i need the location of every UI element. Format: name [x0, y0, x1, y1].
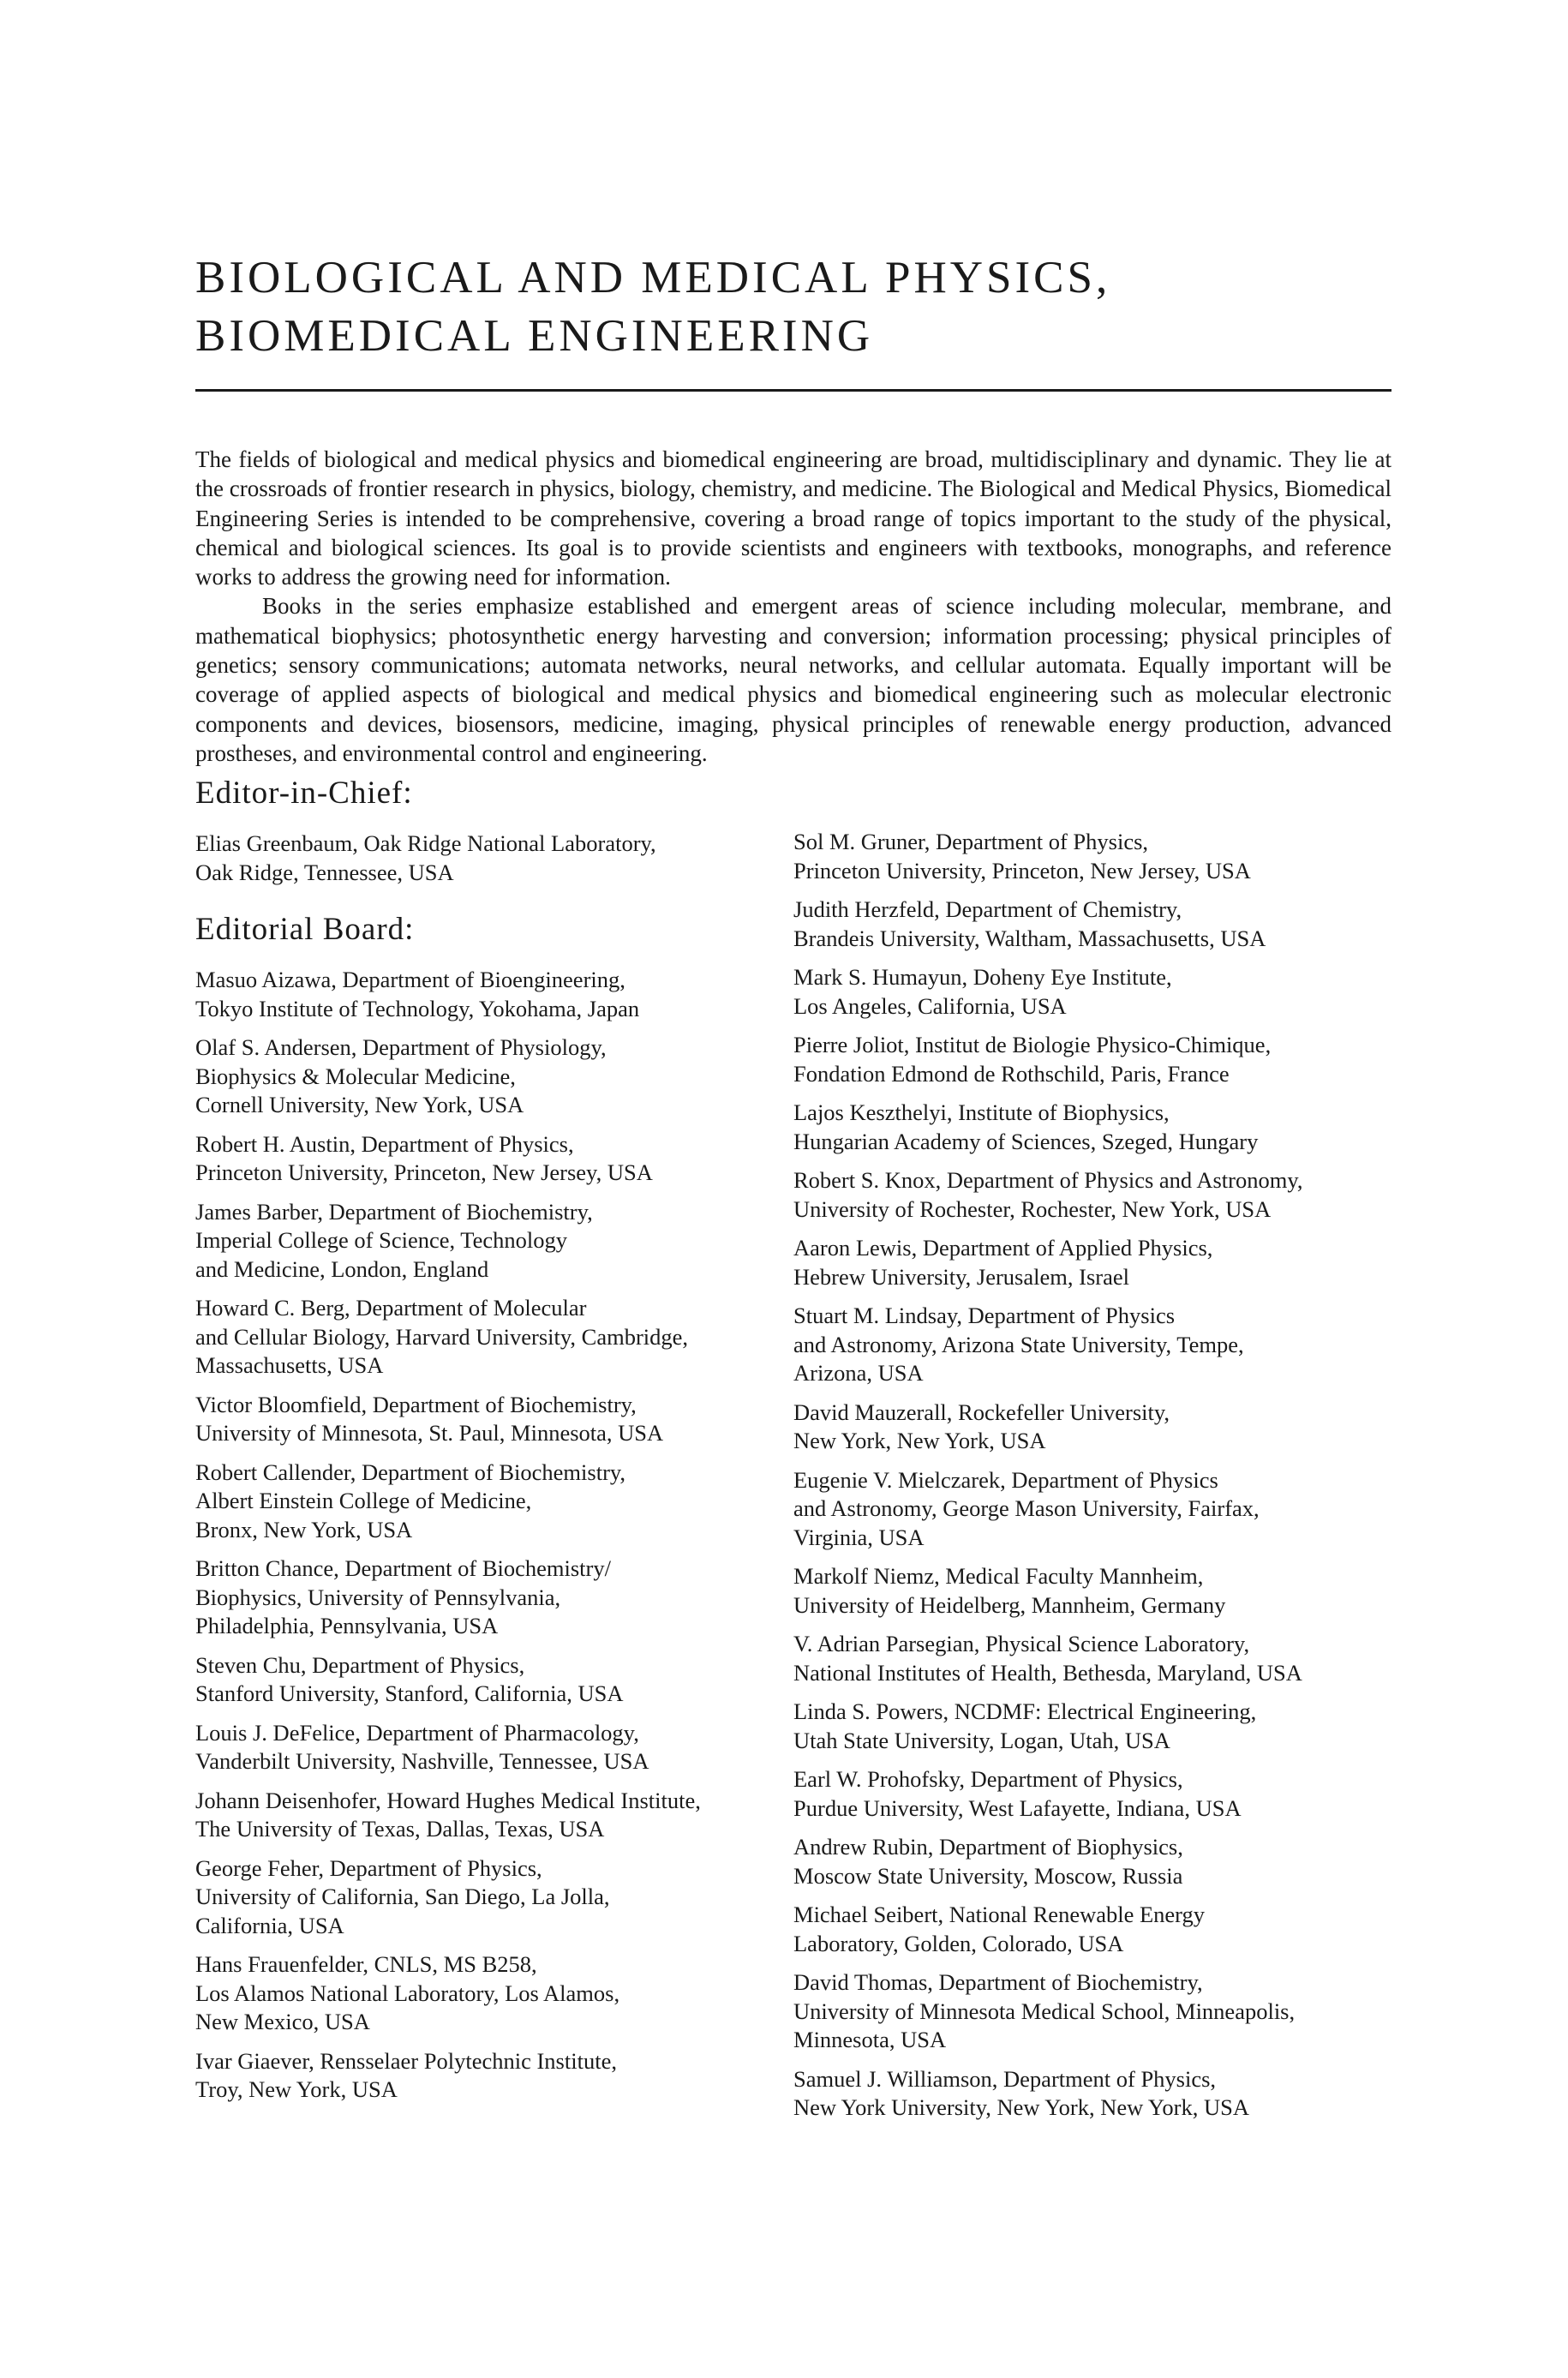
series-page	[195, 249, 1391, 2133]
series-description	[195, 445, 1391, 768]
board-member: Louis J. DeFelice, Department of Pharmacology, Vanderbilt University, Nashville, Tennessee, USA	[195, 1719, 649, 1775]
board-member: Olaf S. Andersen, Department of Physiology, Biophysics & Molecular Medicine, Cornell University, New York, USA	[195, 1034, 607, 1118]
board-member: Robert S. Knox, Department of Physics and Astronomy, University of Rochester, Rochester, New York, USA	[793, 1167, 1303, 1222]
board-member: Steven Chu, Department of Physics, Stanford University, Stanford, California, USA	[195, 1651, 624, 1707]
title-rule	[195, 389, 1391, 392]
board-member: Britton Chance, Department of Biochemistry/ Biophysics, University of Pennsylvania, Philadelphia, Pennsylvania, USA	[195, 1555, 611, 1639]
board-member: Pierre Joliot, Institut de Biologie Physico-Chimique, Fondation Edmond de Rothschild, Paris, France	[793, 1032, 1272, 1087]
board-member: Andrew Rubin, Department of Biophysics, Moscow State University, Moscow, Russia	[793, 1834, 1183, 1889]
board-member: Lajos Keszthelyi, Institute of Biophysics, Hungarian Academy of Sciences, Szeged, Hungary	[793, 1099, 1259, 1154]
board-member: Masuo Aizawa, Department of Bioengineering, Tokyo Institute of Technology, Yokohama, Japan	[195, 967, 640, 1021]
intro-paragraph-2: Books in the series emphasize established and emergent areas of science including molecular, membrane, and mathematical biophysics; photosynthetic energy harvesting and conversion; information processing; physical principles of genetics; sensory communications; automata networks, neural networks, and cellular automata. Equally important will be coverage of applied aspects of biological and medical physics and biomedical engineering such as molecular electronic components and devices, biosensors, medicine, imaging, physical principles of renewable energy production, advanced prostheses, and environmental control and engineering.	[195, 593, 1391, 766]
series-title-line-2: BIOMEDICAL ENGINEERING	[195, 311, 874, 361]
board-member: Judith Herzfeld, Department of Chemistry, Brandeis University, Waltham, Massachusetts, USA	[793, 896, 1266, 951]
board-member: Mark S. Humayun, Doheny Eye Institute, Los Angeles, California, USA	[793, 964, 1172, 1019]
board-member: Sol M. Gruner, Department of Physics, Princeton University, Princeton, New Jersey, USA	[793, 829, 1251, 884]
board-member: David Mauzerall, Rockefeller University, New York, New York, USA	[793, 1399, 1170, 1454]
board-member: Samuel J. Williamson, Department of Physics, New York University, New York, New York, USA	[793, 2065, 1250, 2121]
board-member: James Barber, Department of Biochemistry, Imperial College of Science, Technology and Medicine, London, England	[195, 1198, 593, 1282]
board-member: Linda S. Powers, NCDMF: Electrical Engineering, Utah State University, Logan, Utah, USA	[793, 1698, 1257, 1753]
board-member: Johann Deisenhofer, Howard Hughes Medical Institute, The University of Texas, Dallas, Texas, USA	[195, 1787, 701, 1842]
intro-paragraph-1: The fields of biological and medical physics and biomedical engineering are broad, multidisciplinary and dynamic. They lie at the crossroads of frontier research in physics, biology, chemistry, and medicine. The Biological and Medical Physics, Biomedical Engineering Series is intended to be comprehensive, covering a broad range of topics important to the study of the physical, chemical and biological sciences. Its goal is to provide scientists and engineers with textbooks, monographs, and reference works to address the growing need for information.	[195, 446, 1391, 590]
board-member: Ivar Giaever, Rensselaer Polytechnic Institute, Troy, New York, USA	[195, 2047, 617, 2103]
board-member: Robert H. Austin, Department of Physics, Princeton University, Princeton, New Jersey, USA	[195, 1130, 653, 1186]
board-member: Victor Bloomfield, Department of Biochemistry, University of Minnesota, St. Paul, Minnesota, USA	[195, 1391, 664, 1447]
board-member: Eugenie V. Mielczarek, Department of Physics and Astronomy, George Mason University, Fairfax, Virginia, USA	[793, 1466, 1260, 1550]
board-member: George Feher, Department of Physics, University of California, San Diego, La Jolla, California, USA	[195, 1854, 610, 1938]
board-member: Hans Frauenfelder, CNLS, MS B258, Los Alamos National Laboratory, Los Alamos, New Mexico, USA	[195, 1951, 620, 2035]
editor-in-chief-heading: Editor-in-Chief:	[195, 776, 413, 812]
board-member: Robert Callender, Department of Biochemistry, Albert Einstein College of Medicine, Bronx, New York, USA	[195, 1459, 626, 1542]
board-member: Michael Seibert, National Renewable Energy Laboratory, Golden, Colorado, USA	[793, 1902, 1206, 1956]
board-member: Earl W. Prohofsky, Department of Physics, Purdue University, West Lafayette, Indiana, USA	[793, 1766, 1242, 1821]
series-title	[195, 249, 1391, 365]
editors-right-column	[793, 773, 1391, 2133]
board-member: Aaron Lewis, Department of Applied Physics, Hebrew University, Jerusalem, Israel	[793, 1235, 1213, 1290]
editors-left-column	[195, 773, 793, 2133]
board-member: Howard C. Berg, Department of Molecular and Cellular Biology, Harvard University, Cambridge, Massachusetts, USA	[195, 1295, 689, 1379]
board-member: Markolf Niemz, Medical Faculty Mannheim, University of Heidelberg, Mannheim, Germany	[793, 1563, 1226, 1618]
board-member: V. Adrian Parsegian, Physical Science Laboratory, National Institutes of Health, Bethesda, Maryland, USA	[793, 1631, 1302, 1686]
editors-columns	[195, 773, 1391, 2133]
editorial-board-heading: Editorial Board:	[195, 912, 415, 948]
board-member: Stuart M. Lindsay, Department of Physics and Astronomy, Arizona State University, Tempe, Arizona, USA	[793, 1303, 1244, 1387]
editor-in-chief-entry: Elias Greenbaum, Oak Ridge National Laboratory, Oak Ridge, Tennessee, USA	[195, 830, 656, 885]
board-member: David Thomas, Department of Biochemistry, University of Minnesota Medical School, Minneapolis, Minnesota, USA	[793, 1969, 1296, 2053]
series-title-line-1: BIOLOGICAL AND MEDICAL PHYSICS,	[195, 253, 1111, 302]
